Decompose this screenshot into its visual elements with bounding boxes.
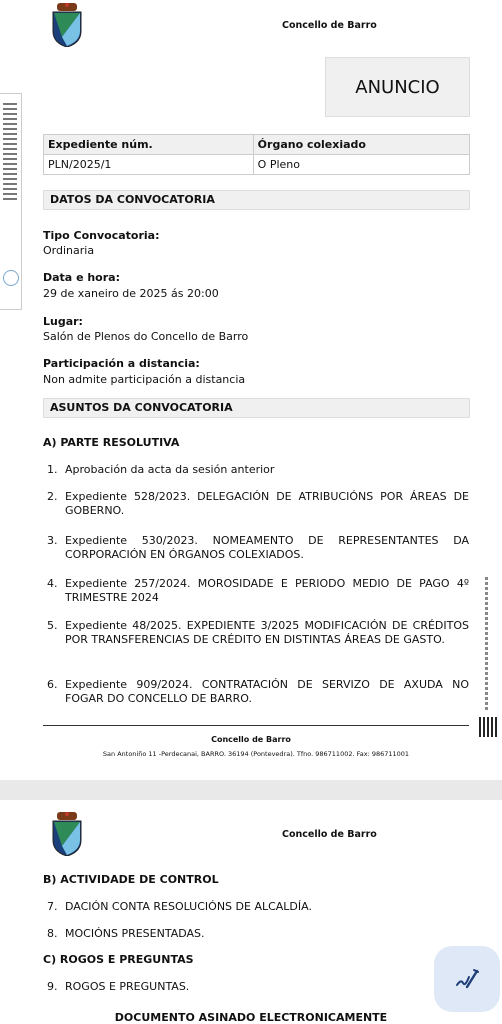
file-number-header: Expediente núm.	[44, 135, 254, 155]
type-value: Ordinaria	[43, 244, 95, 257]
convocation-section-title: DATOS DA CONVOCATORIA	[43, 190, 470, 210]
part-a-title: A) PARTE RESOLUTIVA	[43, 436, 180, 449]
remote-label: Participación a distancia:	[43, 357, 200, 370]
council-name: Concello de Barro	[282, 20, 377, 31]
validation-stamp	[479, 577, 499, 757]
agenda-item: 4. Expediente 257/2024. MOROSIDADE E PERIODO MEDIO DE PAGO 4º TRIMESTRE 2024	[47, 577, 469, 604]
agenda-section-title: ASUNTOS DA CONVOCATORIA	[43, 398, 470, 418]
document-page-2	[0, 800, 502, 1024]
coat-of-arms-icon	[50, 3, 84, 47]
datetime-label: Data e hora:	[43, 271, 120, 284]
qr-code-icon	[479, 717, 499, 737]
type-label: Tipo Convocatoria:	[43, 229, 160, 242]
edit-sign-icon	[453, 965, 481, 993]
agenda-item: 9. ROGOS E PREGUNTAS.	[47, 980, 190, 993]
coat-of-arms-icon	[50, 812, 84, 856]
signed-notice: DOCUMENTO ASINADO ELECTRONICAMENTE	[114, 1011, 388, 1024]
file-number-value: PLN/2025/1	[44, 155, 254, 175]
footer-address: San Antoniño 11 -Perdecanai, BARRO. 36194 (Pontevedra). Tfno. 986711002. Fax: 986711001	[102, 750, 410, 758]
datetime-value: 29 de xaneiro de 2025 ás 20:00	[43, 287, 219, 300]
seal-icon	[3, 270, 19, 286]
file-table	[43, 134, 470, 175]
agenda-item: 7. DACIÓN CONTA RESOLUCIÓNS DE ALCALDÍA.	[47, 900, 312, 913]
agenda-item: 8. MOCIÓNS PRESENTADAS.	[47, 927, 205, 940]
place-value: Salón de Plenos do Concello de Barro	[43, 330, 249, 343]
remote-value: Non admite participación a distancia	[43, 373, 246, 386]
footer-council-name: Concello de Barro	[211, 735, 291, 744]
part-c-title: C) ROGOS E PREGUNTAS	[43, 953, 194, 966]
agenda-item: 3. Expediente 530/2023. NOMEAMENTO DE REPRESENTANTES DA CORPORACIÓN EN ÓRGANOS COLEXIADOS.	[47, 534, 469, 561]
edit-sign-button[interactable]	[434, 946, 500, 1012]
agenda-item: 5. Expediente 48/2025. EXPEDIENTE 3/2025 MODIFICACIÓN DE CRÉDITOS POR TRANSFERENCIAS DE CRÉDITO EN DISTINTAS ÁREAS DE GASTO.	[47, 619, 469, 646]
council-name: Concello de Barro	[282, 829, 377, 840]
footer-divider	[43, 725, 469, 726]
agenda-item: 1. Aprobación da acta da sesión anterior	[47, 463, 275, 476]
agenda-item: 2. Expediente 528/2023. DELEGACIÓN DE ATRIBUCIÓNS POR ÁREAS DE GOBERNO.	[47, 490, 469, 517]
notice-title: ANUNCIO	[325, 57, 470, 117]
part-b-title: B) ACTIVIDADE DE CONTROL	[43, 873, 219, 886]
side-signature-stamp	[0, 93, 22, 310]
place-label: Lugar:	[43, 315, 83, 328]
collegiate-body-value: O Pleno	[253, 155, 469, 175]
collegiate-body-header: Órgano colexiado	[253, 135, 469, 155]
agenda-item: 6. Expediente 909/2024. CONTRATACIÓN DE SERVIZO DE AXUDA NO FOGAR DO CONCELLO DE BARRO.	[47, 678, 469, 705]
